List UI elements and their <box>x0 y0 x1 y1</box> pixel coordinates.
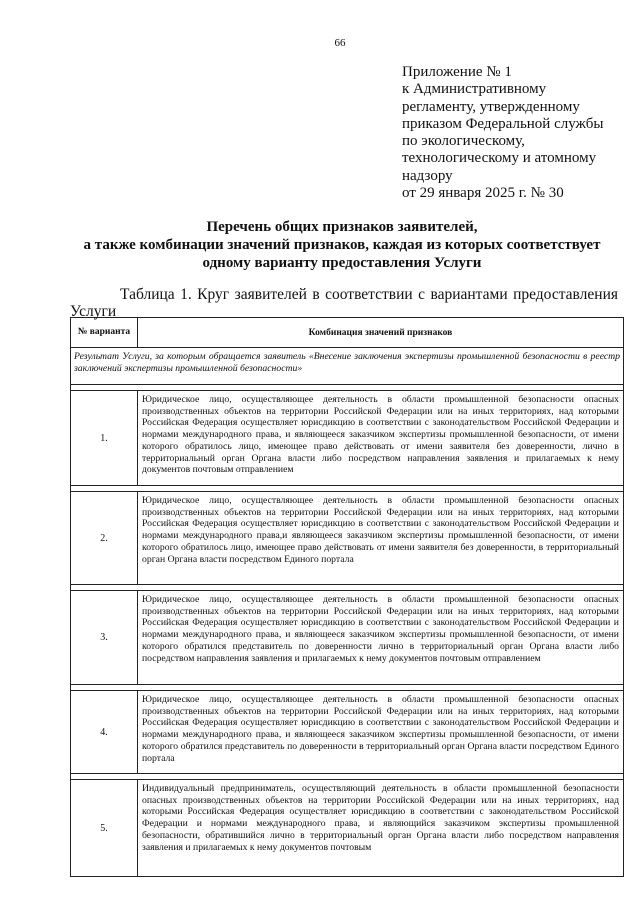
appendix-line: по экологическому, <box>402 133 525 150</box>
variant-number: 4. <box>71 691 138 774</box>
variants-table <box>70 317 624 877</box>
appendix-line: технологическому и атомному <box>402 150 597 167</box>
page-number: 66 <box>334 37 346 49</box>
appendix-line: регламенту, утвержденному <box>402 98 580 115</box>
appendix-line: надзору <box>402 167 453 184</box>
variant-text: Индивидуальный предприниматель, осуществляющий деятельность в области промышленной безопасности опасных производственных объектов на территории Российской Федерации или на иных территориях, над которыми Российская Федерация осуществляет юрисдикцию в соответствии с законодательством Российской Федерации и нормами международного права, и являющийся заказчиком экспертизы промышленной безопасности, обратившийся лично в территориальный орган Органа власти либо посредством направления заявления и прилагаемых к нему документов почтовым <box>138 780 624 877</box>
heading-line: одному варианту предоставления Услуги <box>202 255 482 271</box>
document-heading <box>70 218 614 272</box>
table-header-row <box>71 318 624 348</box>
table-row <box>71 780 624 877</box>
heading-line: Перечень общих признаков заявителей, <box>206 219 478 235</box>
table-caption-line: Таблица 1. Круг заявителей в соответствии с вариантами предоставления <box>120 286 618 303</box>
result-cell: Результат Услуги, за которым обращается заявитель «Внесение заключения экспертизы промышленной безопасности в реестр заключений экспертизы промышленной безопасности» <box>71 348 624 385</box>
appendix-line: приказом Федеральной службы <box>402 115 604 132</box>
table-row <box>71 691 624 774</box>
heading-line: а также комбинации значений признаков, каждая из которых соответствует <box>83 237 601 253</box>
variant-text: Юридическое лицо, осуществляющее деятельность в области промышленной безопасности опасных производственных объектов на территории Российской Федерации или на иных территориях, над которыми Российская Федерация осуществляет юрисдикцию в соответствии с законодательством Российской Федерации и нормами международного права, и являющееся заказчиком экспертизы промышленной безопасности, от имени которого обратился представитель по доверенности лично в территориальный орган Органа власти либо посредством направления заявления и прилагаемых к нему документов почтовым отправлением <box>138 591 624 685</box>
variant-text: Юридическое лицо, осуществляющее деятельность в области промышленной безопасности опасных производственных объектов на территории Российской Федерации или на иных территориях, над которыми Российская Федерация осуществляет юрисдикцию в соответствии с законодательством Российской Федерации и нормами международного права,и являющееся заказчиком экспертизы промышленной безопасности, от имени которого обратилось лицо, имеющее право действовать от имени заявителя без доверенности, в территориальный орган Органа власти посредством Единого портала <box>138 492 624 585</box>
appendix-line: к Административному <box>402 81 547 98</box>
table-row <box>71 591 624 685</box>
table-row <box>71 391 624 486</box>
variant-number: 3. <box>71 591 138 685</box>
variant-number: 1. <box>71 391 138 486</box>
header-variant-number: № варианта <box>71 318 138 348</box>
variant-text: Юридическое лицо, осуществляющее деятельность в области промышленной безопасности опасных производственных объектов на территории Российской Федерации или на иных территориях, над которыми Российская Федерация осуществляет юрисдикцию в соответствии с законодательством Российской Федерации и нормами международного права, и являющееся заказчиком экспертизы промышленной безопасности, от имени которого обратился представитель по доверенности в территориальный орган Органа власти посредством Единого портала <box>138 691 624 774</box>
appendix-line: от 29 января 2025 г. № 30 <box>402 185 564 202</box>
variant-number: 5. <box>71 780 138 877</box>
table-caption <box>70 286 618 320</box>
appendix-line: Приложение № 1 <box>402 64 512 80</box>
result-row <box>71 348 624 385</box>
table-row <box>71 492 624 585</box>
appendix-block <box>402 64 634 202</box>
variant-number: 2. <box>71 492 138 585</box>
variant-text: Юридическое лицо, осуществляющее деятельность в области промышленной безопасности опасных производственных объектов на территории Российской Федерации или на иных территориях, над которыми Российская Федерация осуществляет юрисдикцию в соответствии с законодательством Российской Федерации и нормами международного права, и являющееся заказчиком экспертизы промышленной безопасности, от имени которого обратилось лицо, имеющее право действовать от имени заявителя без доверенности, лично в территориальный орган Органа власти либо посредством направления заявления и прилагаемых к нему документов почтовым отправлением <box>138 391 624 486</box>
table-caption-line: Услуги <box>70 303 117 320</box>
header-combination: Комбинация значений признаков <box>138 318 624 348</box>
